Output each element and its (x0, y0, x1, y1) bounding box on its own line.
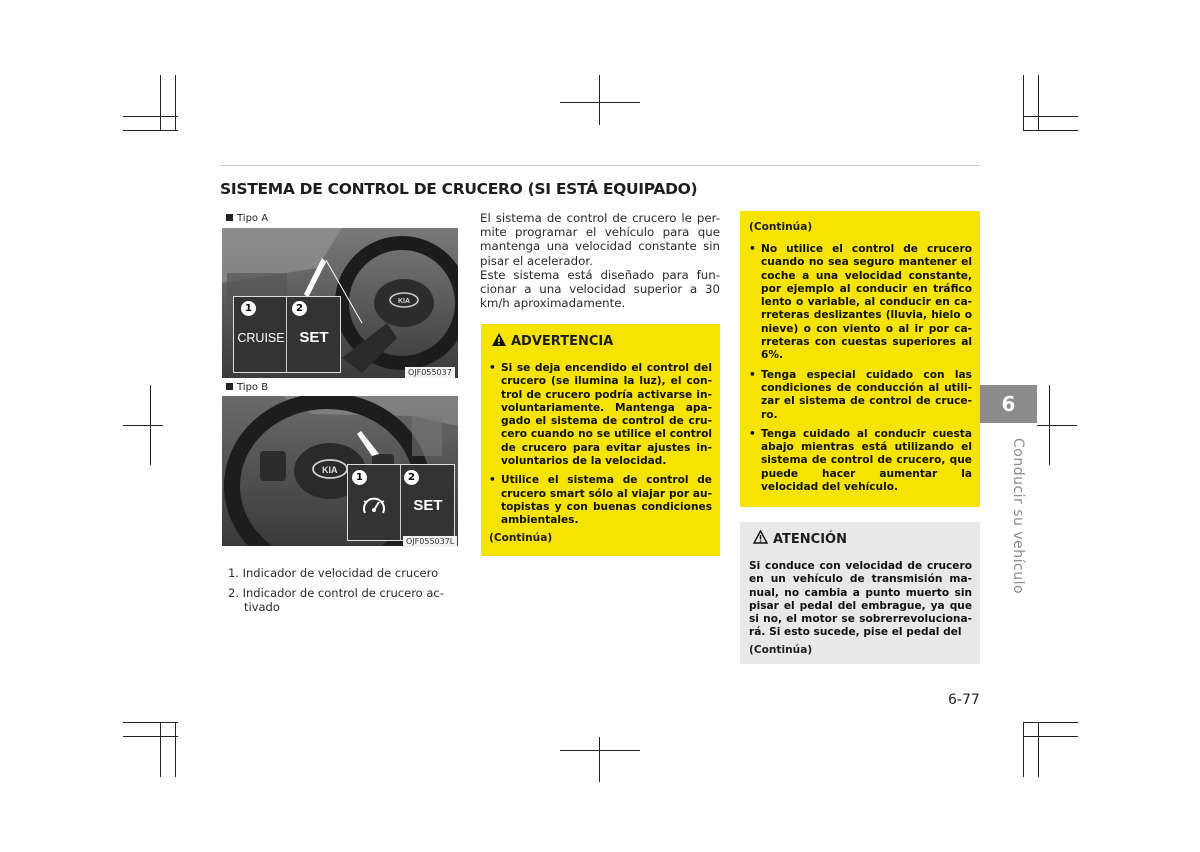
kia-logo: KIA (398, 298, 411, 305)
set-button: SET (413, 497, 443, 514)
legend-item: 2. Indicador de control de crucero ac-tivado (228, 586, 444, 614)
intro-text (480, 211, 720, 310)
figure-a-buttons-inset (233, 296, 341, 373)
warning-continued-box (740, 211, 980, 507)
continued-label: (Continúa) (749, 643, 813, 656)
callout-1-marker: 1 (241, 301, 256, 316)
figure-b-code: OJF055037L (403, 536, 457, 547)
set-button: SET (299, 329, 329, 346)
figure-a-label: Tipo A (226, 213, 268, 224)
square-bullet-icon (226, 214, 233, 221)
warning-item: • Tenga cuidado al conducir cuesta abajo mientras está utilizando el sistema de control de crucero, que puede hacer aumentar la velocidad del vehículo. (749, 428, 972, 494)
callout-2-marker: 2 (404, 470, 419, 485)
chapter-title: Conducir su vehículo (1010, 438, 1026, 595)
warning-item: • Utilice el sistema de control de crucero smart sólo al viajar por au-topistas y con buenas condiciones ambientales. (489, 474, 712, 527)
legend-item: 1. Indicador de velocidad de crucero (228, 566, 439, 580)
page-number: 6-77 (948, 692, 980, 708)
chapter-tab: 6 (980, 385, 1037, 423)
callout-2-marker: 2 (292, 301, 307, 316)
cruise-button: CRUISE (237, 331, 285, 345)
figure-b-buttons-inset (347, 464, 455, 541)
intro-paragraph: El sistema de control de crucero le per-mite programar el vehículo para que mantenga una velocidad constante sin pisar el acelerador. (480, 211, 720, 268)
intro-paragraph: Este sistema está diseñado para fun-cionar a una velocidad superior a 30 km/h aproximadamente. (480, 267, 720, 311)
warning-heading: ADVERTENCIA (511, 334, 614, 349)
square-bullet-icon (226, 383, 233, 390)
callout-1-marker: 1 (352, 470, 367, 485)
header-rule (220, 165, 980, 166)
continued-label: (Continúa) (749, 221, 813, 233)
kia-logo: KIA (322, 465, 338, 475)
caution-heading: ATENCIÓN (773, 531, 847, 547)
warning-item: • Tenga especial cuidado con las condiciones de conducción al utili-zar el sistema de control de cruce-ro. (749, 369, 972, 422)
warning-item: • No utilice el control de crucero cuando no sea seguro mantener el coche a una velocidad constante, por ejemplo al conducir en tráfico lento o variable, al conducir en ca-rreteras deslizantes (lluvia, hielo o nieve) o con viento o al ir por ca-rreteras con cuestas superiores al 6%. (749, 243, 972, 363)
figure-a-code: OJF055037 (405, 367, 455, 378)
continued-label: (Continúa) (489, 531, 553, 544)
caution-triangle-icon (753, 530, 768, 548)
caution-text: Si conduce con velocidad de crucero en un vehículo de transmisión ma-nual, no cambia a punto muerto sin pisar el pedal del embrague, ya que si no, el motor se sobrerrevoluciona-rá. Si esto sucede, pise el pedal del (749, 560, 972, 639)
caution-box (740, 522, 980, 664)
figure-b-label: Tipo B (226, 382, 268, 393)
warning-box (481, 324, 720, 556)
figure-legend (228, 566, 460, 620)
page-title: SISTEMA DE CONTROL DE CRUCERO (SI ESTÁ EQUIPADO) (220, 180, 698, 198)
cruise-speedometer-icon (360, 493, 388, 525)
warning-item: • Si se deja encendido el control del crucero (se ilumina la luz), el con-trol de crucero podría activarse in-voluntariamente. Mantenga apa-gado el sistema de control de cru-cero cuando no se utilice el control de crucero para evitar ajustes in-voluntarios de la velocidad. (489, 362, 712, 468)
warning-triangle-icon (492, 333, 506, 350)
